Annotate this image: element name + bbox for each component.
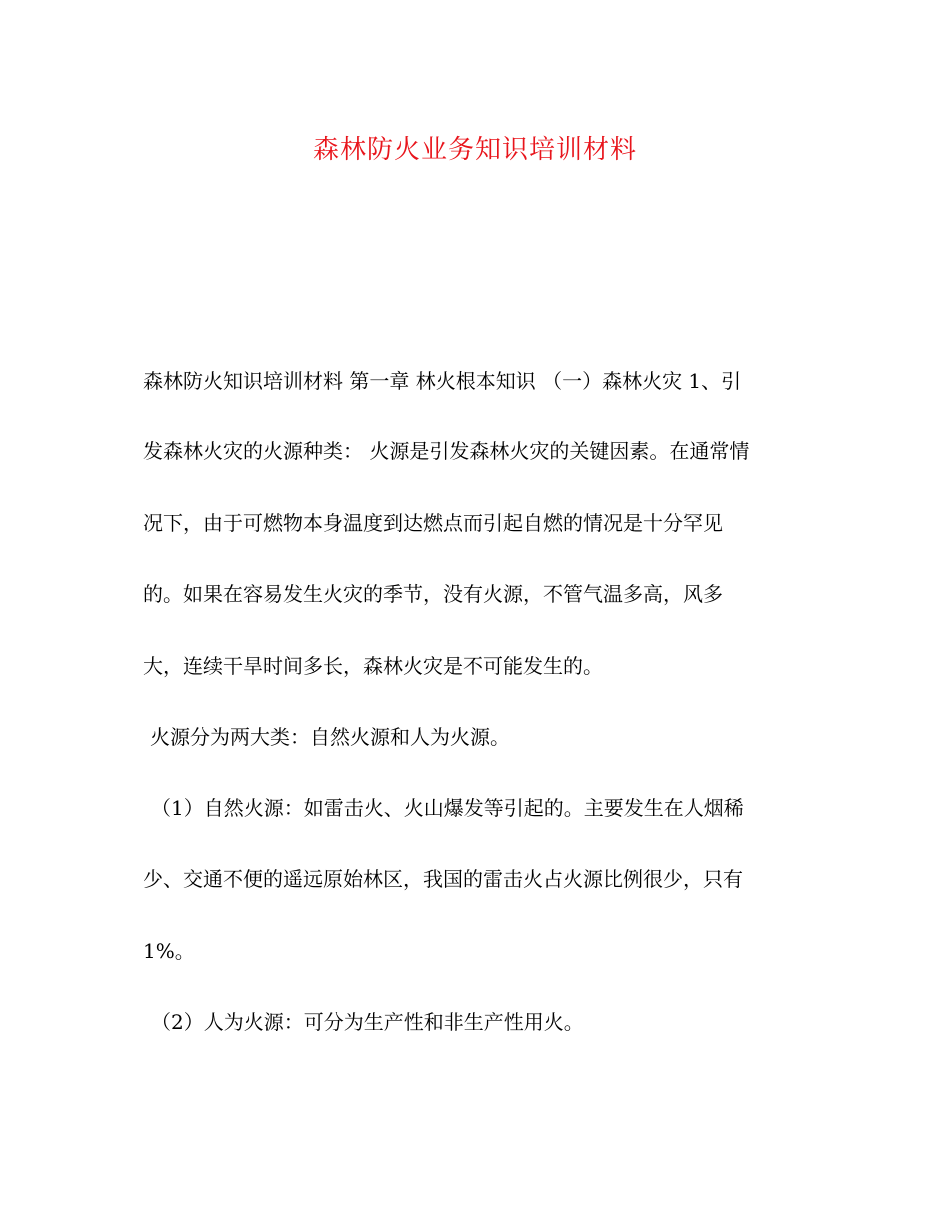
body-line: 况下，由于可燃物本身温度到达燃点而引起自燃的情况是十分罕见 [143, 511, 723, 535]
body-line: （1）自然火源：如雷击火、火山爆发等引起的。主要发生在人烟稀 [151, 796, 744, 820]
body-line: 发森林火灾的火源种类： 火源是引发森林火灾的关键因素。在通常情 [143, 439, 750, 463]
body-line: 少、交通不便的遥远原始林区，我国的雷击火占火源比例很少，只有 [143, 867, 743, 891]
body-line: 的。如果在容易发生火灾的季节，没有火源，不管气温多高，风多 [143, 582, 723, 606]
body-line: 森林防火知识培训材料 第一章 林火根本知识 （一）森林火灾 1、引 [143, 369, 742, 393]
body-line: 1%。 [143, 939, 195, 963]
body-line: 火源分为两大类：自然火源和人为火源。 [150, 725, 510, 749]
body-line: （2）人为火源：可分为生产性和非生产性用火。 [151, 1010, 584, 1034]
document-title: 森林防火业务知识培训材料 [312, 135, 637, 165]
body-line: 大，连续干旱时间多长，森林火灾是不可能发生的。 [143, 654, 603, 678]
